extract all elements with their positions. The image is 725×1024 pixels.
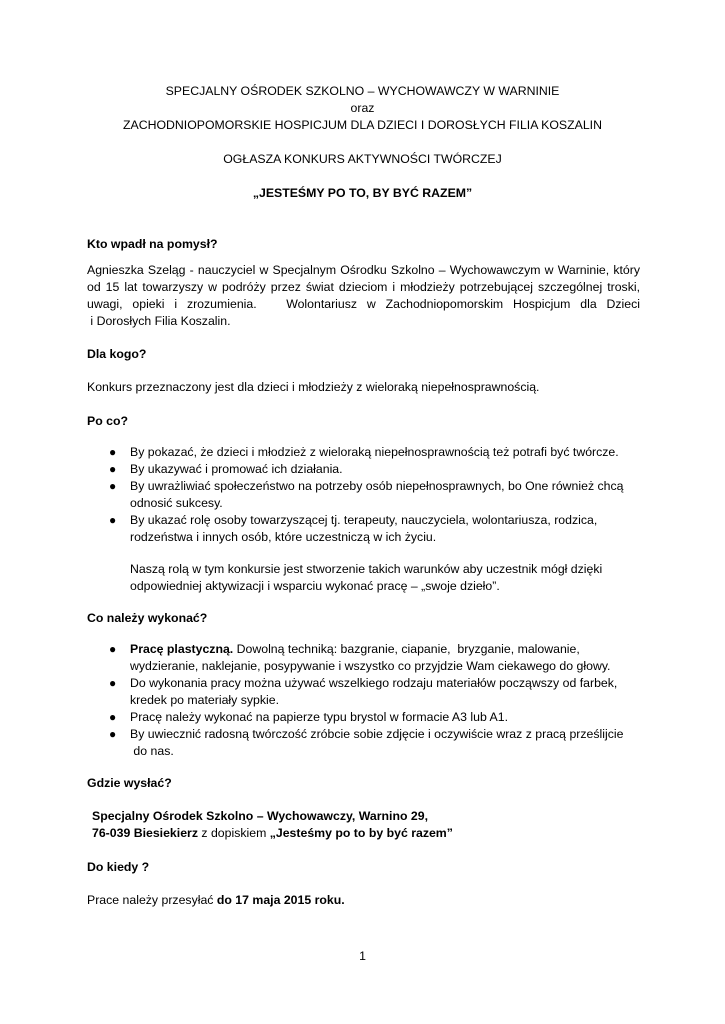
section-heading-what: Co należy wykonać? <box>87 611 208 625</box>
paragraph-line: Agnieszka Szeląg - nauczyciel w Specjalnym Ośrodku Szkolno – Wychowawczym w Warninie, który <box>87 263 640 277</box>
deadline-text: Prace należy przesyłać do 17 maja 2015 roku. <box>87 893 345 907</box>
organizer-2: ZACHODNIOPOMORSKIE HOSPICJUM DLA DZIECI I DOROSŁYCH FILIA KOSZALIN <box>123 118 602 132</box>
section-heading-where: Gdzie wysłać? <box>87 776 172 790</box>
announcement: OGŁASZA KONKURS AKTYWNOŚCI TWÓRCZEJ <box>223 152 502 166</box>
bullet-icon: ● <box>109 676 117 690</box>
bullet-icon: ● <box>109 642 117 656</box>
bullet-icon: ● <box>109 727 117 741</box>
section-heading-for-whom: Dla kogo? <box>87 347 147 361</box>
why-list <box>87 444 640 546</box>
paragraph-line: od 15 lat towarzyszy w podróży przez świat dzieciom i młodzieży potrzebującej szczególnej troski, <box>87 280 640 294</box>
postal-address: Specjalny Ośrodek Szkolno – Wychowawczy, Warnino 29, 76-039 Biesiekierz z dopiskiem „Jesteśmy po to by być razem” <box>92 809 453 840</box>
list-item: ● Pracę należy wykonać na papierze typu brystol w formacie A3 lub A1. <box>109 710 508 724</box>
paragraph-line: i Dorosłych Filia Koszalin. <box>87 314 231 328</box>
section-heading-why: Po co? <box>87 414 128 428</box>
section-heading-who: Kto wpadł na pomysł? <box>87 237 218 251</box>
list-item: ● By uwrażliwiać społeczeństwo na potrzeby osób niepełnosprawnych, bo One również chcą odnosić sukcesy. <box>109 479 624 510</box>
list-item: ● By ukazywać i promować ich działania. <box>109 462 343 476</box>
what-list <box>87 641 640 760</box>
list-item: ● By uwiecznić radosną twórczość zróbcie sobie zdjęcie i oczywiście wraz z pracą prześlijcie do nas. <box>109 727 624 758</box>
bullet-icon: ● <box>109 513 117 527</box>
role-paragraph: Naszą rolą w tym konkursie jest stworzenie takich warunków aby uczestnik mógł dzięki odpowiedniej aktywizacji i wsparciu wykonać pracę – „swoje dzieło”. <box>130 562 603 593</box>
list-item: ● By pokazać, że dzieci i młodzież z wieloraką niepełnosprawnością też potrafi być twórcze. <box>109 445 619 459</box>
page-number: 1 <box>359 949 366 963</box>
deadline-date: do 17 maja 2015 roku. <box>216 893 345 907</box>
conjunction: oraz <box>350 101 375 115</box>
list-item: ● By ukazać rolę osoby towarzyszącej tj. terapeuty, nauczyciela, wolontariusza, rodzica, rodzeństwa i innych osób, które uczestniczą w ich życiu. <box>109 513 598 544</box>
section-who-text <box>87 262 640 330</box>
organizer-1: SPECJALNY OŚRODEK SZKOLNO – WYCHOWAWCZY W WARNINIE <box>165 84 560 98</box>
bullet-icon: ● <box>109 445 117 459</box>
bullet-icon: ● <box>109 710 117 724</box>
section-for-whom-text: Konkurs przeznaczony jest dla dzieci i młodzieży z wieloraką niepełnosprawnością. <box>87 380 540 394</box>
bullet-icon: ● <box>109 479 117 493</box>
paragraph-line: uwagi, opieki i zrozumienia. Wolontariusz w Zachodniopomorskim Hospicjum dla Dzieci <box>87 297 640 311</box>
list-item: ● Pracę plastyczną. Dowolną techniką: bazgranie, ciapanie, bryzganie, malowanie, wydzieranie, naklejanie, posypywanie i wszystko co przyjdzie Wam ciekawego do głowy. <box>109 642 611 673</box>
list-item: ● Do wykonania pracy można używać wszelkiego rodzaju materiałów począwszy od farbek, kredek po materiały sypkie. <box>109 676 618 707</box>
bullet-icon: ● <box>109 462 117 476</box>
section-heading-deadline: Do kiedy ? <box>87 860 150 874</box>
contest-title: „JESTEŚMY PO TO, BY BYĆ RAZEM” <box>252 186 473 200</box>
header <box>0 83 725 134</box>
